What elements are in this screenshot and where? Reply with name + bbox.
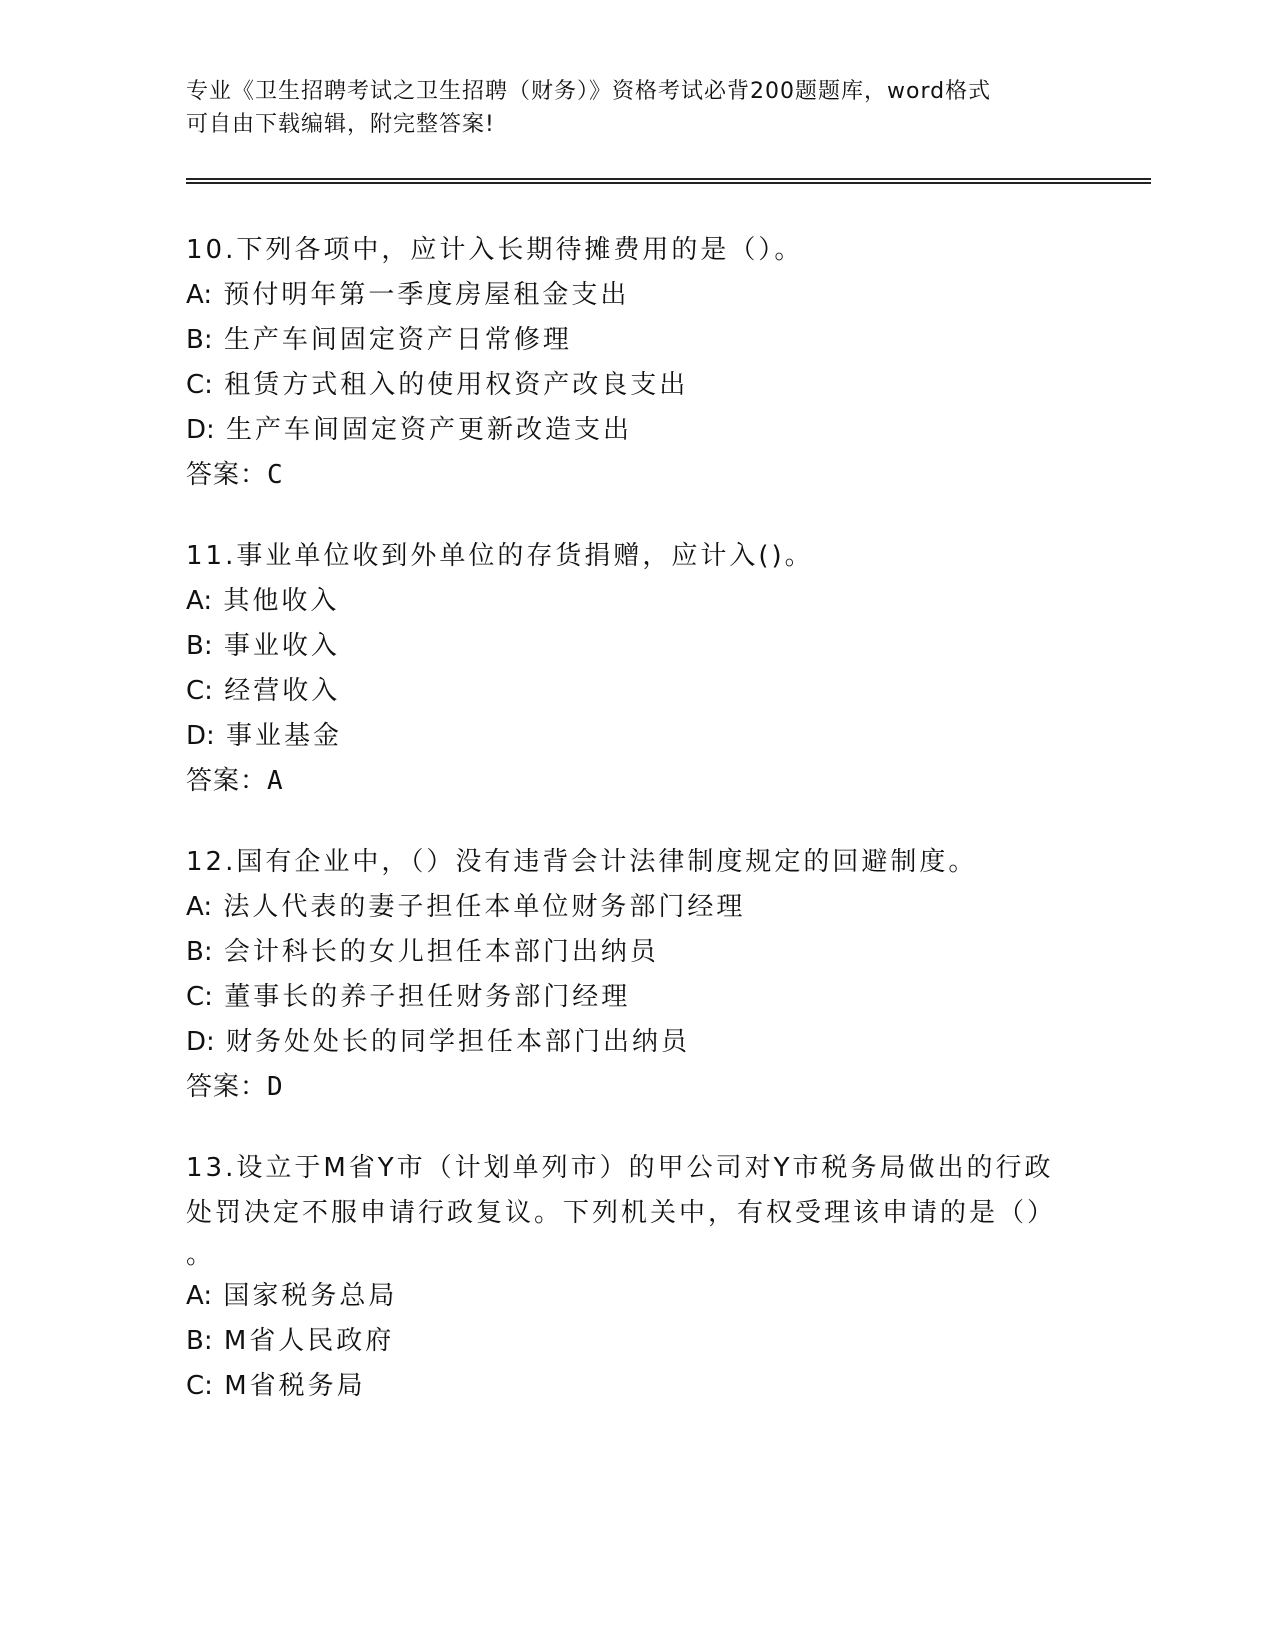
option-text: 租赁方式租入的使用权资产改良支出	[224, 370, 689, 400]
answer-line	[186, 759, 1106, 804]
question-stem: 11.事业单位收到外单位的存货捐赠，应计入()。	[186, 541, 814, 571]
option-letter: C:	[186, 676, 213, 706]
option-a	[186, 579, 1106, 624]
option-letter: A:	[186, 586, 213, 616]
question-stem-line-1: 13.设立于M省Y市（计划单列市）的甲公司对Y市税务局做出的行政	[186, 1153, 1054, 1183]
question-stem: 12.国有企业中，（）没有违背会计法律制度规定的回避制度。	[186, 847, 978, 877]
answer-label: 答案：	[186, 460, 268, 490]
question-stem-line-2: 处罚决定不服申请行政复议。下列机关中，有权受理该申请的是（）	[186, 1198, 1057, 1228]
header-divider-bottom	[186, 182, 1151, 184]
option-letter: A:	[186, 1281, 213, 1311]
option-b	[186, 930, 1106, 975]
option-d	[186, 408, 1106, 453]
option-text: 会计科长的女儿担任本部门出纳员	[223, 937, 659, 967]
option-letter: A:	[186, 280, 213, 310]
option-letter: A:	[186, 892, 213, 922]
option-text: M省税务局	[224, 1371, 366, 1401]
answer-label: 答案：	[186, 1072, 268, 1102]
option-text: 事业收入	[223, 631, 340, 661]
option-text: M省人民政府	[223, 1326, 395, 1356]
option-c	[186, 975, 1106, 1020]
option-text: 国家税务总局	[223, 1281, 398, 1311]
answer-value: C	[267, 460, 283, 490]
option-letter: D:	[186, 415, 215, 445]
option-letter: D:	[186, 1027, 215, 1057]
option-text: 财务处处长的同学担任本部门出纳员	[226, 1027, 691, 1057]
answer-label: 答案：	[186, 766, 268, 796]
option-b	[186, 1319, 1106, 1364]
option-d	[186, 1020, 1106, 1065]
question-stem: 10.下列各项中，应计入长期待摊费用的是（）。	[186, 235, 804, 265]
option-b	[186, 318, 1106, 363]
option-c	[186, 1364, 1106, 1409]
answer-line	[186, 453, 1106, 498]
option-text: 生产车间固定资产日常修理	[223, 325, 572, 355]
option-letter: B:	[186, 325, 213, 355]
option-b	[186, 624, 1106, 669]
option-letter: C:	[186, 1371, 213, 1401]
option-letter: B:	[186, 1326, 213, 1356]
option-a	[186, 1274, 1106, 1319]
option-a	[186, 885, 1106, 930]
option-letter: C:	[186, 370, 213, 400]
option-text: 生产车间固定资产更新改造支出	[226, 415, 633, 445]
answer-value: A	[267, 766, 283, 796]
option-letter: D:	[186, 721, 215, 751]
question-10	[186, 228, 1106, 498]
answer-line	[186, 1065, 1106, 1110]
option-letter: B:	[186, 937, 213, 967]
option-c	[186, 669, 1106, 714]
header-divider-top	[186, 178, 1151, 180]
header-line-2: 可自由下载编辑，附完整答案!	[186, 112, 495, 137]
question-12	[186, 840, 1106, 1110]
option-text: 董事长的养子担任财务部门经理	[224, 982, 631, 1012]
question-11	[186, 534, 1106, 804]
option-c	[186, 363, 1106, 408]
answer-value: D	[267, 1072, 283, 1102]
option-text: 经营收入	[224, 676, 341, 706]
option-text: 事业基金	[226, 721, 343, 751]
header-line-1: 专业《卫生招聘考试之卫生招聘（财务）》资格考试必背200题题库，word格式	[186, 79, 992, 104]
document-header	[186, 75, 1086, 141]
option-text: 其他收入	[223, 586, 340, 616]
question-13	[186, 1146, 1106, 1409]
option-text: 预付明年第一季度房屋租金支出	[223, 280, 630, 310]
option-letter: C:	[186, 982, 213, 1012]
option-d	[186, 714, 1106, 759]
question-stem-line-3: 。	[186, 1240, 216, 1270]
option-text: 法人代表的妻子担任本单位财务部门经理	[223, 892, 746, 922]
option-a	[186, 273, 1106, 318]
option-letter: B:	[186, 631, 213, 661]
